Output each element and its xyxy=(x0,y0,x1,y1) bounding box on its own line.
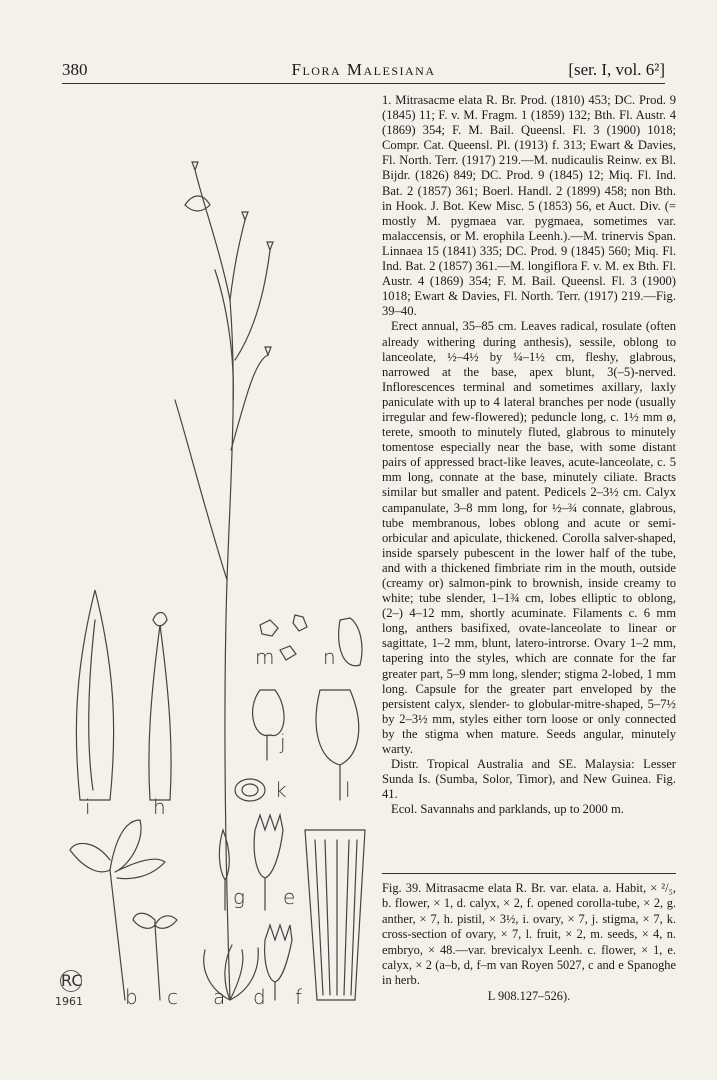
calyx-e-drawing xyxy=(254,815,283,910)
calyx-d-drawing xyxy=(265,925,292,1000)
label-m: m xyxy=(255,645,275,669)
synonymy-paragraph: 1. Mitrasacme elata R. Br. Prod. (1810) 453; DC. Prod. 9 (1845) 11; F. v. M. Fragm. 1 (1859) 132; Bth. Fl. Austr. 4 (1869) 354; F. M. Bail. Queensl. Fl. 3 (1900) 1018; Compr. Cat. Queensl. Pl. (1913) f. 313; Ewart & Davies, Fl. North. Terr. (1917) 219.—M. nudicaulis Reinw. ex Bl. Bijdr. (1826) 849; DC. Prod. 9 (1845) 12; Miq. Fl. Ind. Bat. 2 (1857) 361; Boerl. Handl. 2 (1899) 458; non Bth. in Hook. J. Bot. Kew Misc. 5 (1853) 56, et Auct. Div. (= mostly M. pygmaea var. pygmaea, sometimes var. malaccensis, or M. erophila Leenh.).—M. trinervis Span. Linnaea 15 (1841) 335; DC. Prod. 9 (1845) 560; Miq. Fl. Ind. Bat. 2 (1857) 361.—M. longiflora F. v. M. ex Bth. Fl. Austr. 4 (1869) 354; F. M. Bail. Queensl. Fl. 3 (1900) 1018; Ewart & Davies, Fl. North. Terr. (1917) 219.—Fig. 39–40. xyxy=(382,93,676,319)
label-f: f xyxy=(295,985,303,1009)
botanical-plate xyxy=(55,150,375,1010)
caption-text: Fig. 39. Mitrasacme elata R. Br. var. elata. a. Habit, × ²/₅, b. flower, × 1, d. calyx, × 2, f. opened corolla-tube, × 2, g. anther, × 7, h. pistil, × 3½, i. ovary, × 7, j. stigma, × 7, k. cross-section of ovary, × 7, l. fruit, × 2, m. seeds, × 4, n. embryo, × 48.—var. brevicalyx Leenh. c. flower, × 1, e. calyx, × 2 (a–b, d, f–m van Royen 5027, c and e Spanoghe in herb. xyxy=(382,881,676,988)
habit-branch xyxy=(235,250,270,360)
species-entry xyxy=(382,93,676,818)
ecology-paragraph: Ecol. Savannahs and parklands, up to 2000 m. xyxy=(391,802,624,817)
label-k: k xyxy=(275,778,287,802)
label-d: d xyxy=(253,985,266,1009)
pistil-drawing xyxy=(149,625,171,800)
anther-drawing xyxy=(219,830,229,910)
label-b: b xyxy=(125,985,138,1009)
habit-main-stem xyxy=(225,300,233,1000)
page-number: 380 xyxy=(62,60,88,79)
figure-caption xyxy=(382,881,676,1004)
label-l: l xyxy=(345,778,351,802)
series-volume: [ser. I, vol. 6²] xyxy=(568,60,665,79)
habit-branch xyxy=(175,400,227,580)
artist-year: 1961 xyxy=(55,995,83,1008)
habit-rosette xyxy=(204,945,259,1000)
fruit-drawing xyxy=(316,690,359,765)
description-paragraph: Erect annual, 35–85 cm. Leaves radical, rosulate (often already withering during anthesis), sessile, oblong to lanceolate, ½–4½ by ¼–1½ cm, fleshy, glabrous, narrowed at the base, apex blunt, 3(–5)-nerved. Inflorescences terminal and sometimes axillary, laxly paniculate with up to 4 lateral branches per node (usually irregular and few-flowered); peduncle long, c. 1½ mm ø, terete, smooth to minutely fluted, glabrous to minutely tomentose especially near the base, with some distant pairs of appressed bract-like leaves, acute-lanceolate, c. 5 mm long, connate at the base, minutely ciliate. Bracts similar but smaller and patent. Pedicels 2–3½ cm. Calyx campanulate, 3–8 mm long, for ½–¾ connate, glabrous, tube membranous, lobes oblong and acute or semi-orbicular and apiculate, thickened. Corolla salver-shaped, inside sparsely pubescent in the lower half of the tube, and with a thickened fimbriate rim in the mouth, outside (creamy or) salmon-pink to brownish, inside creamy to white; tube slender, 1–1¾ cm, lobes elliptic to oblong, (2–) 4–12 mm, shortly acuminate. Filaments c. 6 mm long, anthers basifixed, ovate-lanceolate to linear or sagittate, 1–2 mm, blunt, latero-introrse. Ovary 1–2 mm, tapering into the styles, which are connate for the far greater part, 5–9 mm long, slender; stigma 2-lobed, 1 mm long. Capsule for the greater part enveloped by the persistent calyx, slender- to globular-mitre-shaped, 5–7½ by 2–3½ mm, styles either torn loose or only connected by the stigma when mature. Seeds angular, minutely warty. xyxy=(382,319,676,757)
label-e: e xyxy=(283,885,296,909)
embryo-drawing xyxy=(339,618,362,666)
running-title: Flora Malesiana xyxy=(291,60,436,79)
header-rule xyxy=(62,83,665,84)
habit-buds xyxy=(192,162,273,355)
ovary-cross-section xyxy=(235,779,265,801)
artist-monogram: RC xyxy=(61,971,83,990)
page-header xyxy=(62,60,665,82)
label-a: a xyxy=(213,985,226,1009)
habit-branch xyxy=(215,270,233,400)
label-i: i xyxy=(85,795,91,819)
flower-b-drawing xyxy=(70,820,165,1000)
habit-branch xyxy=(195,170,230,300)
plate-drawing xyxy=(55,150,375,1010)
label-c: c xyxy=(167,985,178,1009)
habit-branch xyxy=(230,220,245,300)
distribution-paragraph: Distr. Tropical Australia and SE. Malaysia: Lesser Sunda Is. (Sumba, Solor, Timor), and New Guinea. Fig. 41. xyxy=(382,757,676,802)
habit-branch xyxy=(231,355,268,450)
label-n: n xyxy=(323,645,336,669)
label-h: h xyxy=(153,795,166,819)
label-j: j xyxy=(280,730,286,754)
stigma-drawing xyxy=(253,690,284,736)
habit-flower xyxy=(185,196,210,211)
caption-rule xyxy=(382,873,676,874)
label-g: g xyxy=(233,885,246,909)
caption-last-line: L 908.127–526). xyxy=(487,988,571,1003)
